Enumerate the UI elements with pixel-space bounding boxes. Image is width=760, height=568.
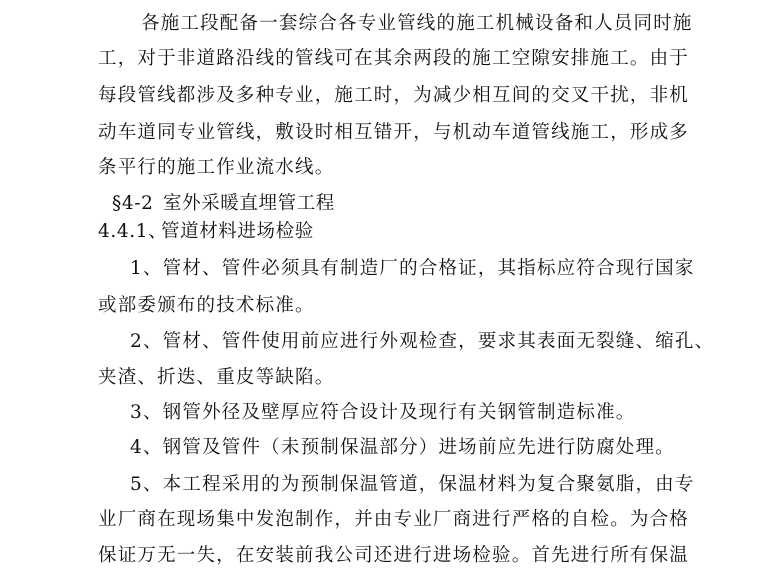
list-item-line: 夹渣、折迭、重皮等缺陷。 — [98, 367, 335, 388]
list-item-line: 3、钢管外径及壁厚应符合设计及现行有关钢管制造标准。 — [130, 402, 636, 423]
section-number: §4-2 — [112, 193, 154, 214]
paragraph-line: 动车道同专业管线，敷设时相互错开，与机动车道管线施工，形成多 — [98, 122, 690, 143]
list-item-line: 5、本工程采用的为预制保温管道，保温材料为复合聚氨脂，由专 — [130, 474, 695, 495]
paragraph-line: 各施工段配备一套综合各专业管线的施工机械设备和人员同时施 — [141, 13, 693, 34]
section-title: 室外采暖直埋管工程 — [163, 193, 335, 214]
list-item-line: 4、钢管及管件（未预制保温部分）进场前应先进行防腐处理。 — [130, 437, 675, 458]
paragraph-line: 工，对于非道路沿线的管线可在其余两段的施工空隙安排施工。由于 — [98, 48, 690, 69]
list-item-line: 保证万无一失，在安装前我公司还进行进场检验。首先进行所有保温 — [98, 545, 690, 566]
list-item-line: 1、管材、管件必须具有制造厂的合格证，其指标应符合现行国家 — [130, 258, 695, 279]
subsection-number: 4.4.1、 — [98, 221, 168, 242]
list-item-line: 2、管材、管件使用前应进行外观检查，要求其表面无裂缝、缩孔、 — [130, 331, 715, 352]
list-item-line: 业厂商在现场集中发泡制作，并由专业厂商进行严格的自检。为合格 — [98, 509, 690, 530]
paragraph-line: 每段管线都涉及多种专业，施工时，为减少相互间的交叉干扰，非机 — [98, 85, 690, 106]
list-item-line: 或部委颁布的技术标准。 — [98, 295, 315, 316]
paragraph-line: 条平行的施工作业流水线。 — [98, 157, 335, 178]
subsection-title: 管道材料进场检验 — [161, 221, 314, 242]
